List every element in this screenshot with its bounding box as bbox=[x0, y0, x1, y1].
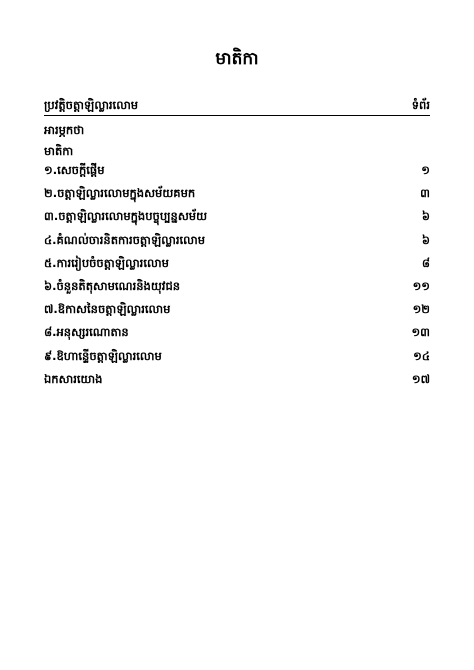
toc-entry-page: ១៧ bbox=[411, 371, 430, 386]
page-title: មាតិកា bbox=[215, 49, 259, 69]
toc-entry-text: ៥.ការរៀបចំចត្តាឡិល្លារលោម bbox=[44, 255, 169, 270]
toc-entry-text: ៩.ឱហាន្ទើចត្តាឡិល្លារលោម bbox=[44, 348, 162, 363]
toc-entry-text: ១.សេចក្តីផ្តើម bbox=[44, 163, 105, 177]
toc-entry-page: ៣ bbox=[420, 186, 430, 201]
toc-header-page-column: ទំព័រ bbox=[411, 98, 430, 112]
toc-entry-text: ឯកសារយោង bbox=[44, 371, 103, 386]
toc-entry bbox=[44, 163, 430, 186]
toc-entry-page: ១១ bbox=[412, 278, 430, 293]
toc-list bbox=[44, 163, 430, 395]
preamble-line: អារម្ភកថា bbox=[44, 123, 85, 137]
toc-entry-text: ៧.ឱកាសនៃចត្តាឡិល្លារលោម bbox=[44, 302, 171, 317]
toc-entry bbox=[44, 325, 430, 348]
toc-entry-page: ១៣ bbox=[411, 325, 430, 340]
toc-entry bbox=[44, 279, 430, 302]
toc-entry-page: ៦ bbox=[421, 209, 430, 224]
toc-entry bbox=[44, 302, 430, 325]
toc-header-row bbox=[44, 98, 430, 116]
preamble-line: មាតិកា bbox=[44, 144, 74, 158]
toc-entry-text: ៣.ចត្តាឡិល្លារលោមក្នុងបច្ចុប្បន្នសម័យ bbox=[44, 209, 208, 224]
toc-entry-text: ២.ចត្តាឡិល្លារលោមក្នុងសម័យគមក bbox=[44, 186, 196, 201]
toc-entry-page: ១ bbox=[421, 163, 430, 177]
toc-header-underline bbox=[44, 115, 430, 116]
toc-entry-page: ៦ bbox=[421, 232, 430, 247]
toc-entry bbox=[44, 233, 430, 256]
toc-entry bbox=[44, 372, 430, 395]
toc-entry-text: ៤.គំណល់ចារនិតការចត្តាឡិល្លារលោម bbox=[44, 232, 206, 247]
toc-entry bbox=[44, 186, 430, 209]
toc-header-label: ប្រវត្តិចត្តាឡិល្លារលោម bbox=[44, 98, 139, 112]
toc-entry bbox=[44, 209, 430, 232]
toc-entry-text: ៨.អនុស្សរណោតាន bbox=[44, 325, 129, 340]
toc-entry bbox=[44, 256, 430, 279]
toc-entry bbox=[44, 349, 430, 372]
toc-entry-text: ៦.ចំនួនតិតុសាមណេរនិងយុវជន bbox=[44, 278, 181, 293]
toc-entry-page: ៨ bbox=[421, 255, 430, 270]
toc-entry-page: ១៤ bbox=[413, 348, 430, 363]
toc-entry-page: ១២ bbox=[412, 302, 430, 317]
